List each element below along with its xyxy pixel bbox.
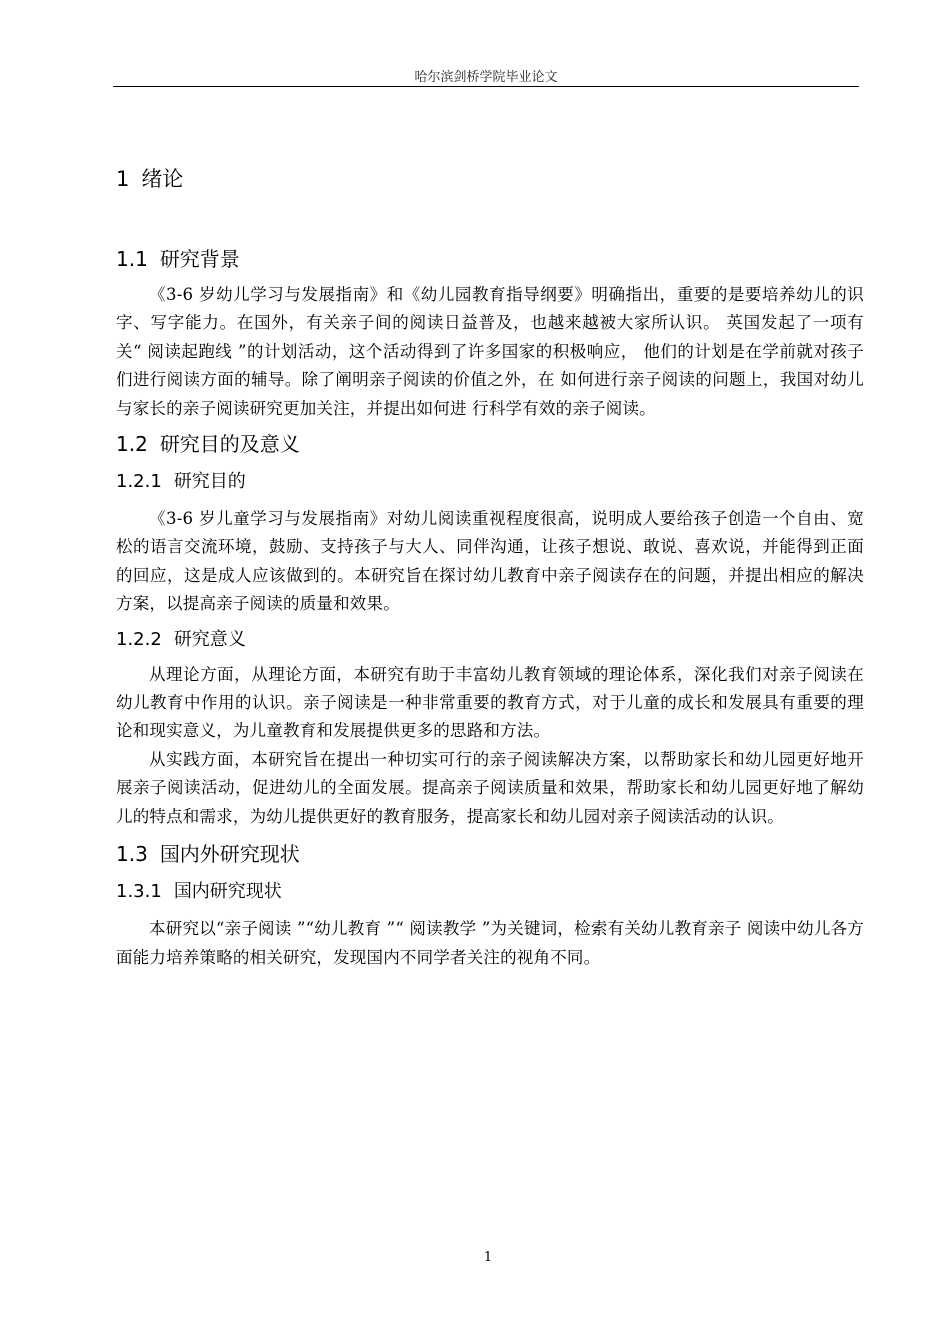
section-title: 研究背景 xyxy=(159,247,240,271)
subsection-number: 1.2.2 xyxy=(116,628,162,650)
section-heading xyxy=(116,429,864,459)
subsection-title: 研究目的 xyxy=(173,471,246,493)
paragraph: 从理论方面，从理论方面，本研究有助于丰富幼儿教育领域的理论体系，深化我们对亲子阅读在幼儿教育中作用的认识。亲子阅读是一种非常重要的教育方式，对于儿童的成长和发展具有重要的理论和现实意义，为儿童教育和发展提供更多的思路和方法。 xyxy=(116,664,864,741)
subsection-title: 研究意义 xyxy=(173,628,246,650)
section-title: 国内外研究现状 xyxy=(159,842,300,867)
paragraph: 本研究以“亲子阅读 ”“幼儿教育 ”“ 阅读教学 ”为关键词，检索有关幼儿教育亲子 阅读中幼儿各方面能力培养策略的相关研究，发现国内不同学者关注的视角不同。 xyxy=(116,919,864,967)
paragraph: 《3-6 岁幼儿学习与发展指南》和《幼儿园教育指导纲要》明确指出，重要的是要培养幼儿的识字、写字能力。在国外，有关亲子间的阅读日益普及，也越来越被大家所认识。 英国发起了一项有关“ 阅读起跑线 ”的计划活动，这个活动得到了许多国家的积极响应， 他们的计划是在学前就对孩子们进行阅读方面的辅导。除了阐明亲子阅读的价值之外，在 如何进行亲子阅读的问题上，我国对幼儿与家长的亲子阅读研究更加关注，并提出如何进 行科学有效的亲子阅读。 xyxy=(116,285,864,418)
page-number: 1 xyxy=(483,1250,493,1265)
header-rule xyxy=(113,86,859,87)
paragraph: 《3-6 岁儿童学习与发展指南》对幼儿阅读重视程度很高，说明成人要给孩子创造一个自由、宽松的语言交流环境，鼓励、支持孩子与大人、同伴沟通，让孩子想说、敢说、喜欢说，并能得到正面的回应，这是成人应该做到的。本研究旨在探讨幼儿教育中亲子阅读存在的问题，并提出相应的解决方案，以提高亲子阅读的质量和效果。 xyxy=(116,509,864,614)
section-heading xyxy=(116,244,864,274)
page-body xyxy=(116,160,864,972)
running-header: 哈尔滨剑桥学院毕业论文 xyxy=(414,70,558,85)
paragraph: 从实践方面，本研究旨在提出一种切实可行的亲子阅读解决方案，以帮助家长和幼儿园更好地开展亲子阅读活动，促进幼儿的全面发展。提高亲子阅读质量和效果，帮助家长和幼儿园更好地了解幼儿的特点和需求，为幼儿提供更好的教育服务，提高家长和幼儿园对亲子阅读活动的认识。 xyxy=(116,749,864,826)
section-number: 1.1 xyxy=(116,247,148,271)
chapter-title: 绪论 xyxy=(141,167,184,191)
subsection-heading xyxy=(116,877,864,907)
subsection-number: 1.3.1 xyxy=(116,881,162,903)
subsection-title: 国内研究现状 xyxy=(173,881,282,903)
subsection-heading xyxy=(116,625,864,655)
section-heading xyxy=(116,839,864,869)
section-number: 1.2 xyxy=(116,432,148,457)
subsection-number: 1.2.1 xyxy=(116,471,162,493)
subsection-heading xyxy=(116,467,864,497)
chapter-heading xyxy=(116,160,864,204)
chapter-number: 1 xyxy=(116,167,130,191)
section-number: 1.3 xyxy=(116,842,148,867)
section-title: 研究目的及意义 xyxy=(159,432,300,457)
